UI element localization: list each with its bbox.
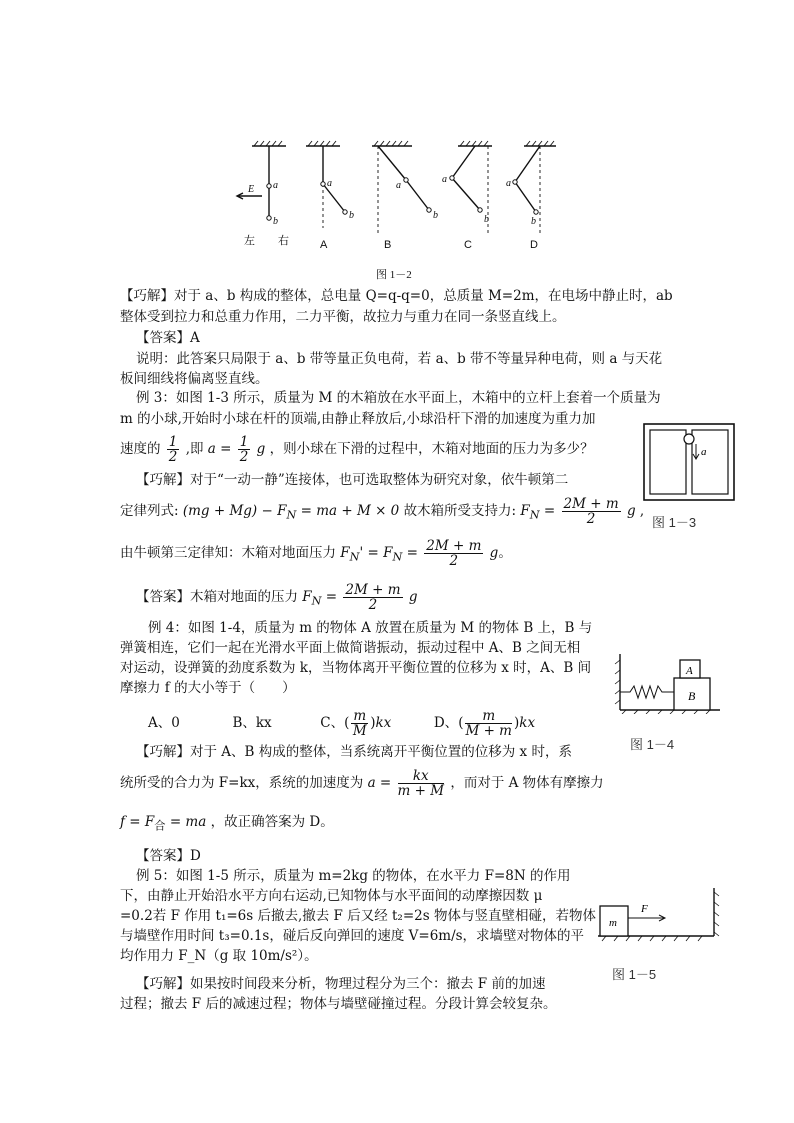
label-a: a — [327, 178, 332, 189]
label-a: a — [506, 178, 511, 189]
answer-line: 【答案】木箱对地面的压力 $F_N$ = $\frac{2M + m}{2}$ g — [136, 582, 418, 613]
option-d: D、 — [433, 715, 459, 731]
figure-1-4-caption: 图 1－4 — [630, 737, 675, 752]
label-m: m — [609, 917, 617, 929]
label-B: B — [384, 239, 392, 251]
text-line-with-math: 定律列式: $(mg + Mg) - F_N$ = ma + M × 0 故木箱所受支持力: $F_N$ = $\frac{2M + m}{2}$ g , — [120, 496, 645, 527]
text-line: 与墙壁作用时间 t₃=0.1s，碰后反向弹回的速度 V=6m/s，求墙壁对物体的平 — [120, 928, 585, 944]
label-B: B — [688, 689, 696, 703]
label-right: 右 — [278, 235, 289, 247]
text-line: 【答案】D — [136, 848, 201, 864]
text-line-with-math: 速度的 $\frac{1}{2}$ ,即 a = $\frac{1}{2}$ g ，则小球在下滑的过程中，木箱对地面的压力为多少？ — [120, 434, 594, 465]
label-A: A — [320, 239, 328, 251]
option-c: C、 — [320, 715, 345, 731]
label-a: a — [701, 446, 707, 458]
text-line: 对运动，设弹簧的劲度系数为 k，当物体离开平衡位置的位移为 x 时，A、B 间 — [120, 660, 592, 676]
label-b: b — [273, 216, 278, 227]
text-line: 【巧解】对于 a、b 构成的整体，总电量 Q=q-q=0，总质量 M=2m，在电场中静止时，ab — [120, 288, 673, 304]
label-a: a — [273, 180, 278, 191]
label-b: b — [433, 210, 438, 221]
text-line-with-math: 统所受的合力为 F=kx，系统的加速度为 a = $\frac{kx}{m + M}$ ，而对于 A 物体有摩擦力 — [120, 768, 604, 799]
text-line: 例 3：如图 1-3 所示，质量为 M 的木箱放在水平面上，木箱中的立杆上套着一个质量为 — [136, 390, 661, 406]
figure-1-5-diagram — [596, 884, 726, 944]
option-a: A、0 — [148, 715, 180, 731]
text-line-with-math: $f = F_合$ = ma ，故正确答案为 D。 — [120, 814, 334, 833]
text-line: 例 5：如图 1-5 所示，质量为 m=2kg 的物体，在水平力 F=8N 的作用 — [136, 868, 571, 884]
text-line: 均作用力 F_N（g 取 10m/s²）。 — [120, 948, 318, 964]
option-b: B、kx — [232, 715, 272, 731]
options-line: A、0 B、kx C、( $\frac{m}{M}$ )kx D、( $\frac{m}{M + m}$ )kx — [148, 708, 536, 739]
text-line: m 的小球,开始时小球在杆的顶端,由静止释放后,小球沿杆下滑的加速度为重力加 — [120, 411, 596, 427]
figure-1-2-diagram — [230, 138, 560, 278]
text-line: 下，由静止开始沿水平方向右运动,已知物体与水平面间的动摩擦因数 μ — [120, 888, 543, 904]
label-a: a — [442, 174, 447, 185]
label-D: D — [530, 239, 538, 251]
text-line: 整体受到拉力和总重力作用，二力平衡，故拉力与重力在同一条竖直线上。 — [120, 309, 566, 325]
label-left: 左 — [244, 235, 255, 247]
text-line: 【巧解】如果按时间段来分析，物理过程分为三个：撤去 F 前的加速 — [136, 976, 546, 992]
label-F: F — [641, 903, 648, 915]
figure-1-2-caption: 图 1－2 — [376, 269, 412, 281]
figure-1-3-caption: 图 1－3 — [652, 515, 697, 530]
label-b: b — [531, 216, 536, 227]
text-line: 板间细线将偏离竖直线。 — [120, 371, 269, 387]
figure-1-4-diagram — [612, 650, 724, 714]
text-line: 例 4：如图 1-4，质量为 m 的物体 A 放置在质量为 M 的物体 B 上，B 与 — [148, 620, 593, 636]
label-C: C — [464, 239, 472, 251]
label-a: a — [396, 180, 401, 191]
text-line: 弹簧相连，它们一起在光滑水平面上做简谐振动，振动过程中 A、B 之间无相 — [120, 640, 581, 656]
text-line: 【答案】A — [136, 330, 200, 346]
text-line-with-math: 由牛顿第三定律知：木箱对地面压力 $F_N' = F_N$ = $\frac{2M + m}{2}$ g。 — [120, 538, 512, 569]
text-line: 摩擦力 f 的大小等于（ ） — [120, 680, 296, 696]
text-line: 【巧解】对于“一动一静”连接体，也可选取整体为研究对象，依牛顿第二 — [136, 472, 569, 488]
figure-1-5-caption: 图 1－5 — [612, 967, 657, 982]
figure-1-3-diagram — [642, 422, 736, 502]
text-line: 说明：此答案只局限于 a、b 带等量正负电荷，若 a、b 带不等量异种电荷，则 a 与天花 — [136, 351, 663, 367]
text-line: 【巧解】对于 A、B 构成的整体，当系统离开平衡位置的位移为 x 时，系 — [136, 744, 572, 760]
label-E: E — [248, 184, 255, 195]
text-line: =0.2若 F 作用 t₁=6s 后撤去,撤去 F 后又经 t₂=2s 物体与竖直壁相碰，若物体 — [120, 908, 596, 924]
text-line: 过程；撤去 F 后的减速过程；物体与墙壁碰撞过程。分段计算会较复杂。 — [120, 996, 557, 1012]
label-b: b — [349, 210, 354, 221]
label-b: b — [484, 214, 489, 225]
label-A: A — [686, 665, 693, 677]
